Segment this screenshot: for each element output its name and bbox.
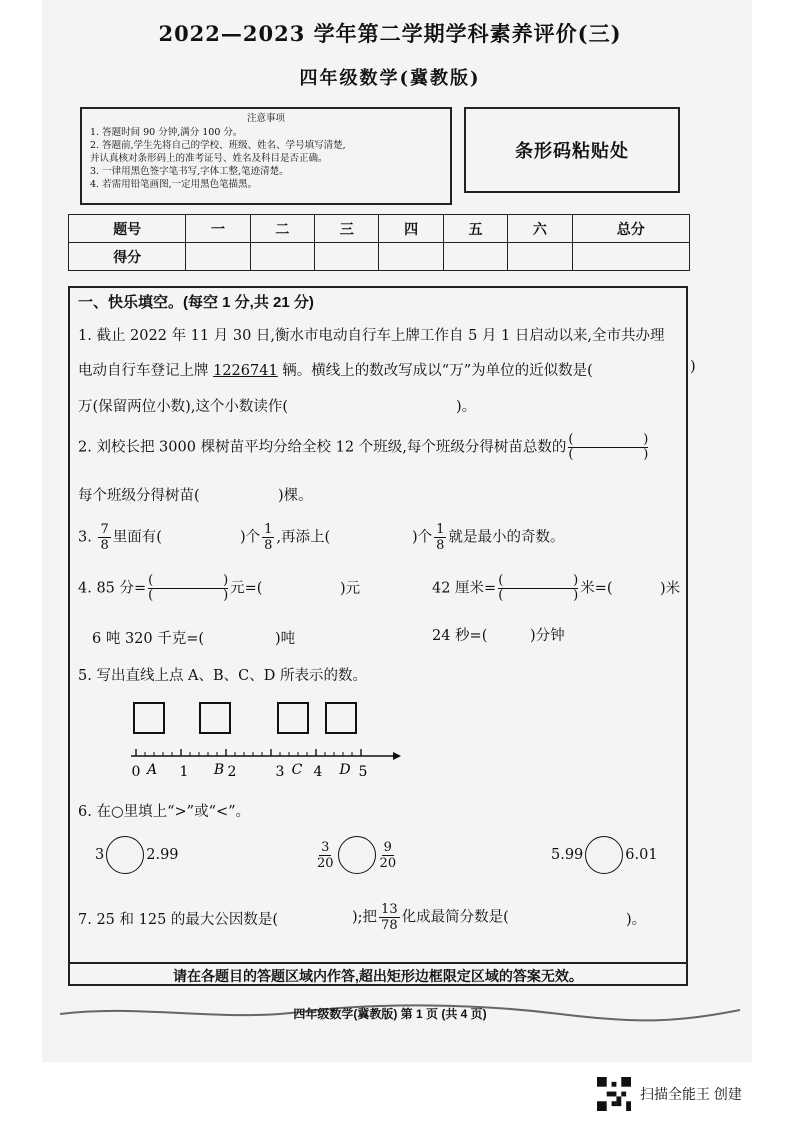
- q2-text: 2. 刘校长把 3000 棵树苗平均分给全校 12 个班级,每个班级分得树苗总数的: [78, 439, 567, 456]
- q4-mi: )米: [660, 581, 681, 597]
- fraction-1-8: $\frac{1}{8}$: [436, 522, 445, 553]
- q1-line3: 万(保留两位小数),这个小数读作(: [78, 399, 289, 415]
- q1-text: 辆。横线上的数改写成以“万”为单位的近似数是(: [277, 363, 593, 379]
- compare-circle[interactable]: [338, 836, 376, 874]
- score-header-cell: 四: [379, 215, 443, 243]
- q4-text: 元=(: [230, 580, 263, 597]
- qr-code-icon: [597, 1077, 631, 1111]
- q6-value: 6.01: [625, 847, 658, 863]
- q6-compare-a: [95, 836, 179, 874]
- q4-ton: )吨: [275, 631, 296, 647]
- q3-text: 就是最小的奇数。: [448, 529, 565, 546]
- score-cell[interactable]: [443, 243, 507, 271]
- blank-fraction[interactable]: ( ) ( ): [498, 573, 579, 603]
- point-label-d: D: [339, 762, 351, 778]
- q5-text: 5. 写出直线上点 A、B、C、D 所表示的数。: [78, 668, 368, 684]
- page-footer: 四年级数学(冀教版) 第 1 页 (共 4 页): [293, 1007, 487, 1021]
- score-header-cell: 六: [508, 215, 572, 243]
- q7-text: 化成最简分数是(: [401, 909, 509, 926]
- fraction-1-8: $\frac{1}{8}$: [264, 522, 273, 553]
- fraction-7-8: $\frac{7}{8}$: [100, 522, 109, 553]
- number-line: [125, 746, 405, 786]
- score-header-cell: 二: [250, 215, 314, 243]
- q3-text: )个: [240, 529, 261, 546]
- q3-text: 里面有(: [112, 529, 162, 546]
- tick-label: 5: [358, 764, 368, 780]
- q4-line1-left: [78, 574, 262, 603]
- q3-text: )个: [412, 529, 433, 546]
- q4-line1-right: [432, 574, 613, 603]
- notice-item: 4. 若需用铅笔画图,一定用黑色笔描黑。: [90, 179, 258, 190]
- score-cell[interactable]: [379, 243, 443, 271]
- q4-text: 米=(: [580, 580, 613, 597]
- q4-text: 4. 85 分=: [78, 580, 147, 597]
- q6-value: 3: [95, 847, 105, 863]
- exam-title: 2022—2023 学年第二学期学科素养评价(三): [158, 21, 622, 46]
- score-header-cell: 题号: [69, 215, 186, 243]
- notice-item: 3. 一律用黑色签字笔书写,字体工整,笔迹清楚。: [90, 166, 289, 177]
- score-header-row: [69, 215, 690, 243]
- q1-text: 电动自行车登记上牌: [78, 363, 214, 379]
- q1-line3-end: )。: [456, 399, 477, 415]
- tick-label: 3: [275, 764, 285, 780]
- q1-line1: 1. 截止 2022 年 11 月 30 日,衡水市电动自行车上牌工作自 5 月 1 日启动以来,全市共办理: [78, 328, 665, 344]
- q6-compare-b: [315, 836, 398, 874]
- tick-label: 1: [179, 764, 189, 780]
- point-label-a: A: [146, 762, 158, 778]
- q3-text: ,再添上(: [276, 529, 331, 546]
- score-cell[interactable]: [315, 243, 379, 271]
- notice-item: 并认真核对条形码上的准考证号、姓名及科目是否正确。: [90, 153, 328, 164]
- barcode-area: 条形码粘贴处: [464, 107, 680, 193]
- score-header-cell: 一: [186, 215, 250, 243]
- point-label-c: C: [291, 762, 303, 778]
- exam-subtitle: 四年级数学(冀教版): [299, 68, 481, 89]
- tick-label: 4: [313, 764, 323, 780]
- answer-box-d[interactable]: [325, 702, 357, 734]
- fraction-13-78: $\frac{13}{78}$: [381, 902, 398, 933]
- q1-paren-close: ): [690, 359, 696, 375]
- q4-yuan: )元: [340, 581, 361, 597]
- q3-part2: [240, 522, 330, 553]
- q2-line2-end: )棵。: [278, 488, 313, 504]
- score-row: [69, 243, 690, 271]
- score-header-cell: 五: [443, 215, 507, 243]
- q1-line2: [78, 359, 593, 380]
- q2-line2: 每个班级分得树苗(: [78, 488, 200, 504]
- score-header-cell: 总分: [572, 215, 689, 243]
- q4-text: 42 厘米=: [432, 580, 497, 597]
- score-cell[interactable]: [250, 243, 314, 271]
- q3-line: [78, 522, 162, 553]
- answer-box-a[interactable]: [133, 702, 165, 734]
- notice-item: 2. 答题前,学生先将自己的学校、班级、姓名、学号填写清楚,: [90, 140, 346, 151]
- q6-text: 6. 在○里填上“>”或“<”。: [78, 804, 251, 820]
- q7-part1: 7. 25 和 125 的最大公因数是(: [78, 912, 279, 928]
- compare-circle[interactable]: [106, 836, 144, 874]
- q3-part3: [412, 522, 564, 553]
- q7-text: );把: [352, 909, 378, 926]
- q7-end: )。: [626, 912, 647, 928]
- answer-box-b[interactable]: [199, 702, 231, 734]
- score-cell[interactable]: [186, 243, 250, 271]
- q3-number: 3.: [78, 529, 92, 546]
- q6-value: 2.99: [146, 847, 179, 863]
- answer-area-warning: 请在各题目的答题区域内作答,超出矩形边框限定区域的答案无效。: [68, 962, 688, 988]
- score-table: [68, 214, 690, 271]
- section-heading: 一、快乐填空。(每空 1 分,共 21 分): [78, 294, 314, 311]
- scanner-credit: 扫描全能王 创建: [640, 1086, 742, 1102]
- q2-line1: [78, 433, 650, 462]
- q6-value: 5.99: [551, 847, 584, 863]
- notice-item: 1. 答题时间 90 分钟,满分 100 分。: [90, 127, 243, 138]
- score-cell[interactable]: [572, 243, 689, 271]
- q4-line2-right: 24 秒=(: [432, 628, 488, 644]
- answer-box-c[interactable]: [277, 702, 309, 734]
- fraction-9-20: $\frac{9}{20}$: [379, 839, 397, 871]
- score-row-label: 得分: [69, 243, 186, 271]
- point-label-b: B: [213, 762, 225, 778]
- q6-compare-c: [551, 836, 658, 874]
- compare-circle[interactable]: [585, 836, 623, 874]
- fraction-3-20: $\frac{3}{20}$: [317, 839, 334, 871]
- tick-label: 2: [227, 764, 237, 780]
- tick-label: 0: [131, 764, 141, 780]
- q4-minute: )分钟: [530, 628, 565, 644]
- blank-fraction[interactable]: ( ) ( ): [568, 432, 649, 462]
- score-cell[interactable]: [508, 243, 572, 271]
- q1-number: 1226741: [213, 363, 278, 379]
- score-header-cell: 三: [315, 215, 379, 243]
- notice-box: [80, 107, 452, 205]
- notice-title: 注意事项: [246, 113, 285, 124]
- q4-line2-left: 6 吨 320 千克=(: [92, 631, 205, 647]
- q7-part2: [352, 902, 509, 933]
- blank-fraction[interactable]: ( ) ( ): [148, 573, 229, 603]
